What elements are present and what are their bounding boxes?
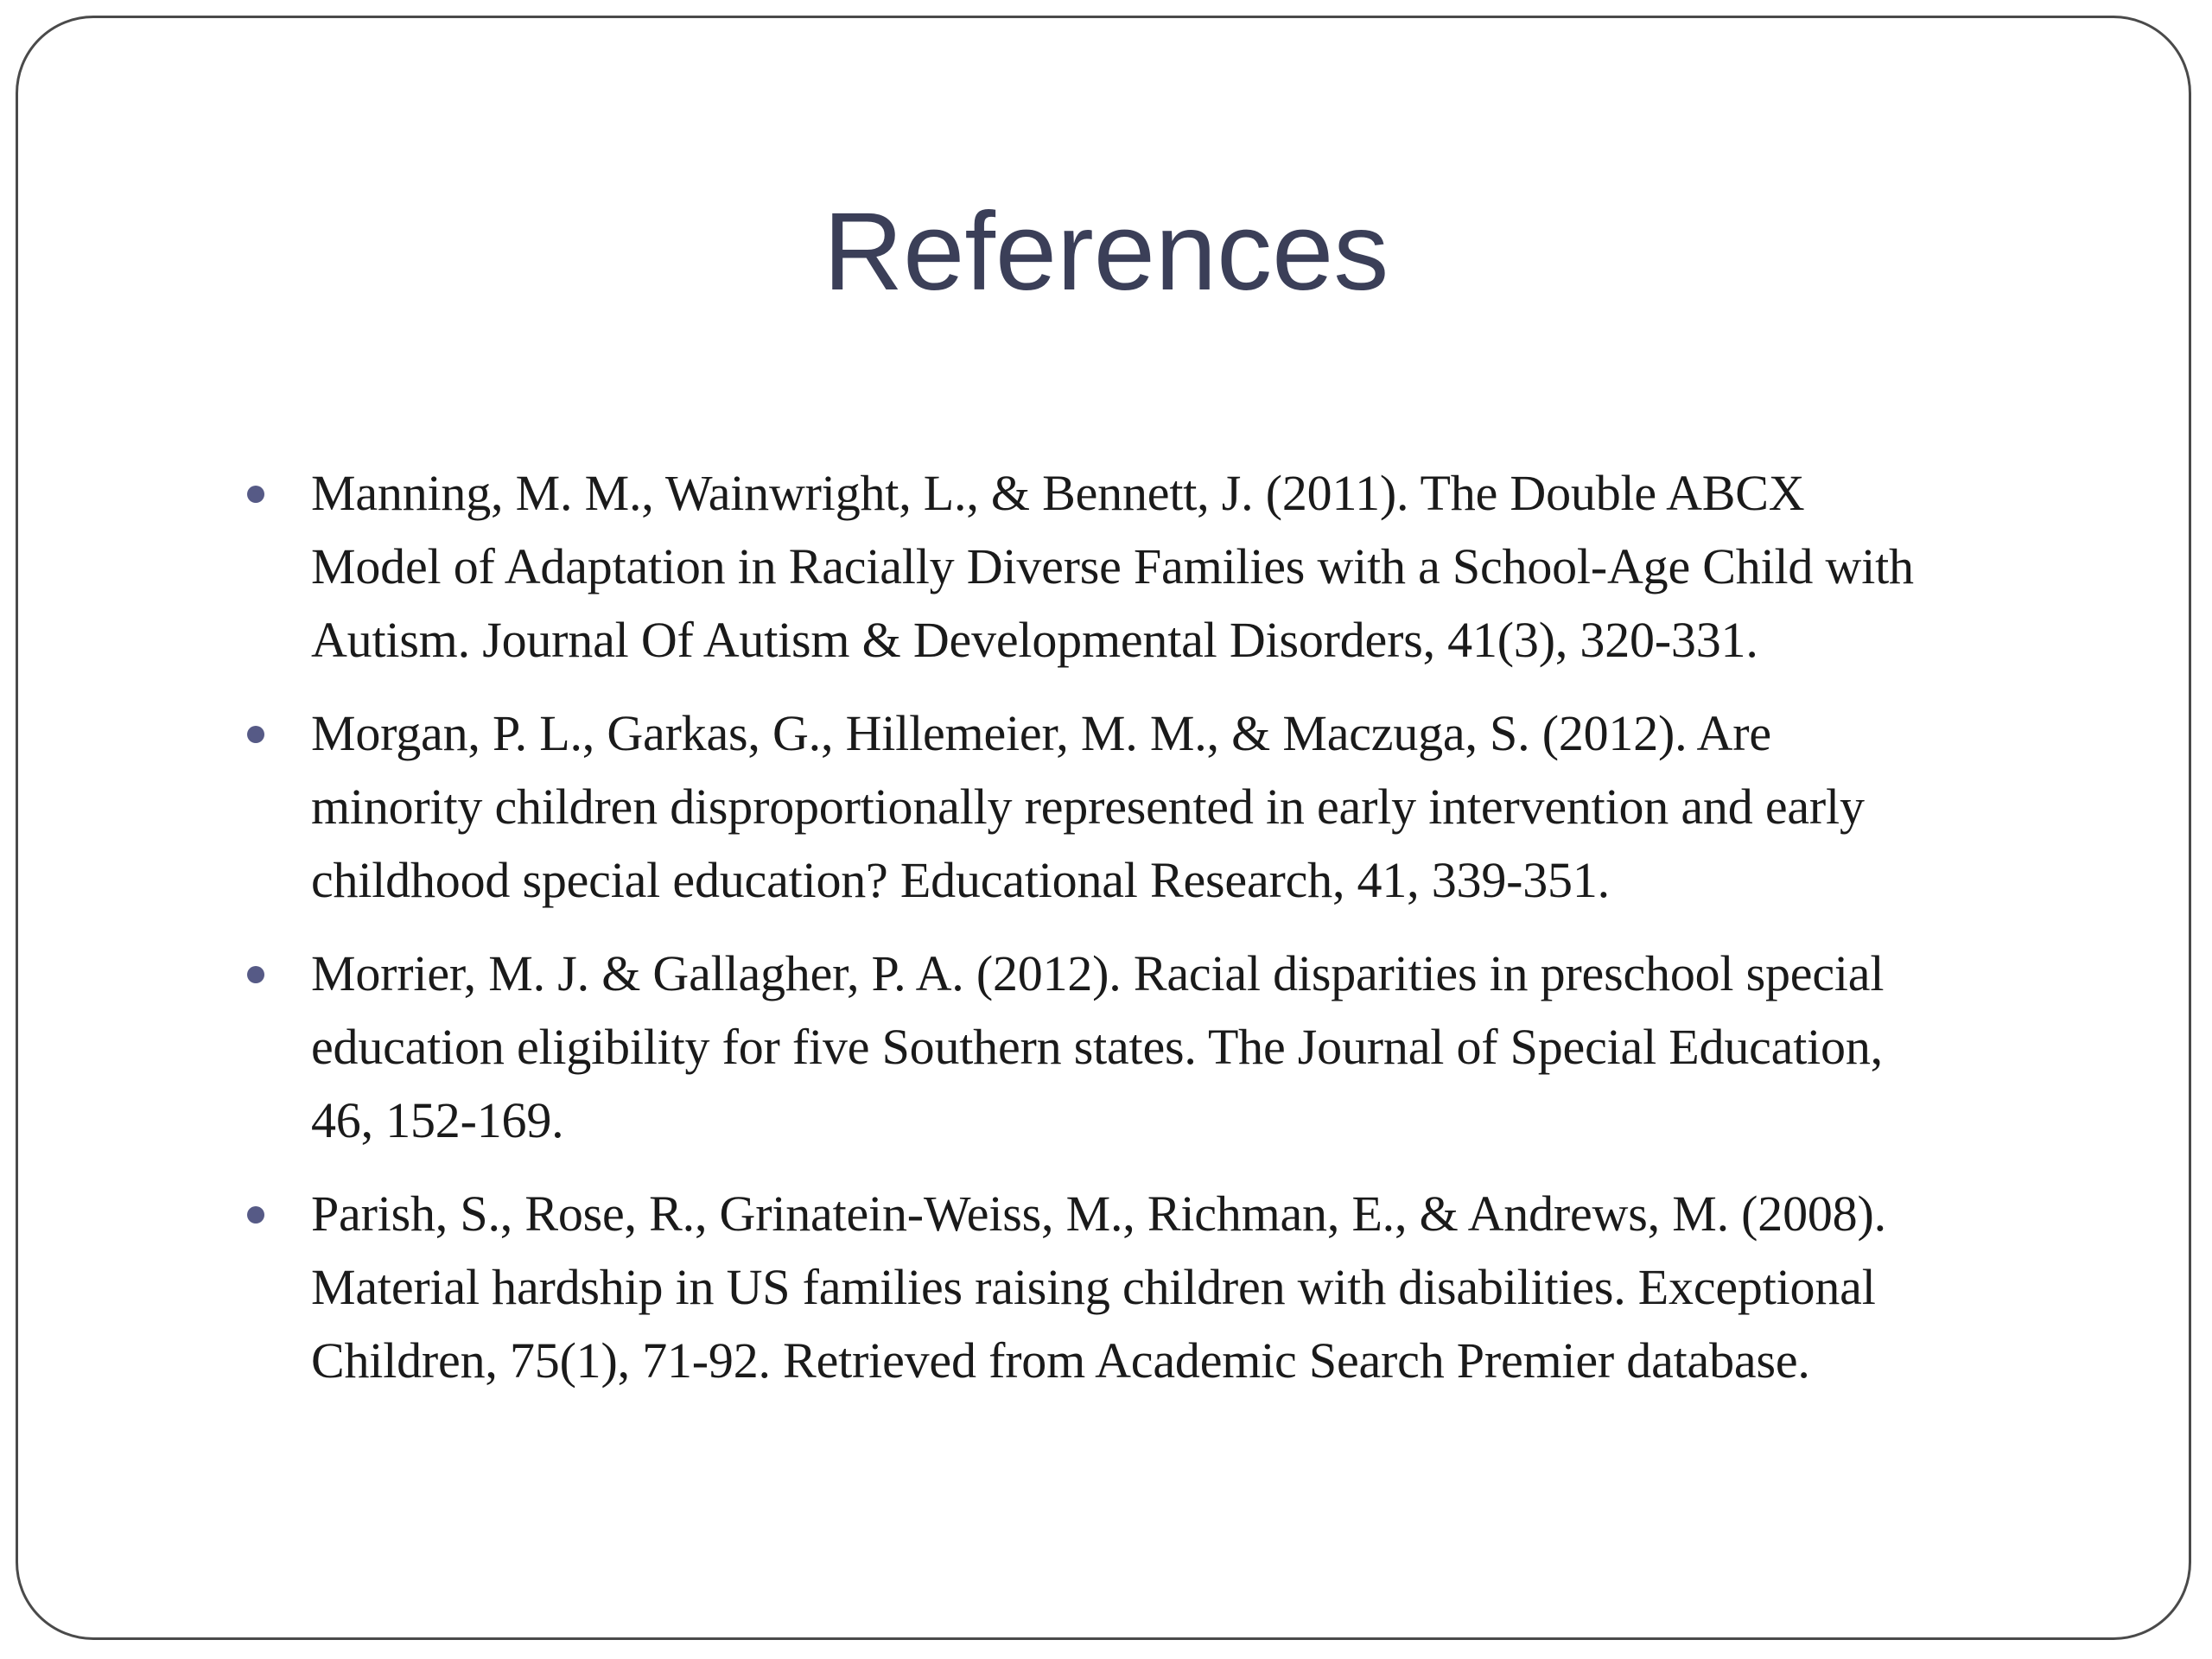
reference-line: Children, 75(1), 71-92. Retrieved from Academic Search Premier database. <box>311 1332 1810 1389</box>
bullet-icon <box>247 726 264 743</box>
reference-line: 46, 152-169. <box>311 1092 564 1148</box>
reference-item <box>242 937 2108 1157</box>
reference-line: childhood special education? Educational Research, 41, 339-351. <box>311 852 1610 908</box>
reference-list <box>242 456 2108 1417</box>
slide-title: References <box>823 190 1389 314</box>
reference-line: Model of Adaptation in Racially Diverse Families with a School-Age Child with <box>311 538 1914 594</box>
reference-line: Autism. Journal Of Autism & Developmental Disorders, 41(3), 320-331. <box>311 612 1758 668</box>
reference-line: Material hardship in US families raising children with disabilities. Exceptional <box>311 1259 1876 1315</box>
reference-line: Morrier, M. J. & Gallagher, P. A. (2012). Racial disparities in preschool special <box>311 945 1885 1001</box>
bullet-icon <box>247 486 264 503</box>
reference-line: Manning, M. M., Wainwright, L., & Bennett, J. (2011). The Double ABCX <box>311 465 1805 521</box>
reference-line: education eligibility for five Southern states. The Journal of Special Education, <box>311 1019 1883 1075</box>
bullet-icon <box>247 1206 264 1224</box>
bullet-icon <box>247 966 264 983</box>
reference-line: Morgan, P. L., Garkas, G., Hillemeier, M. M., & Maczuga, S. (2012). Are <box>311 705 1771 761</box>
reference-line: minority children disproportionally represented in early intervention and early <box>311 779 1865 835</box>
reference-item <box>242 456 2108 677</box>
reference-line: Parish, S., Rose, R., Grinatein-Weiss, M., Richman, E., & Andrews, M. (2008). <box>311 1185 1886 1242</box>
reference-item <box>242 1177 2108 1397</box>
reference-item <box>242 696 2108 917</box>
